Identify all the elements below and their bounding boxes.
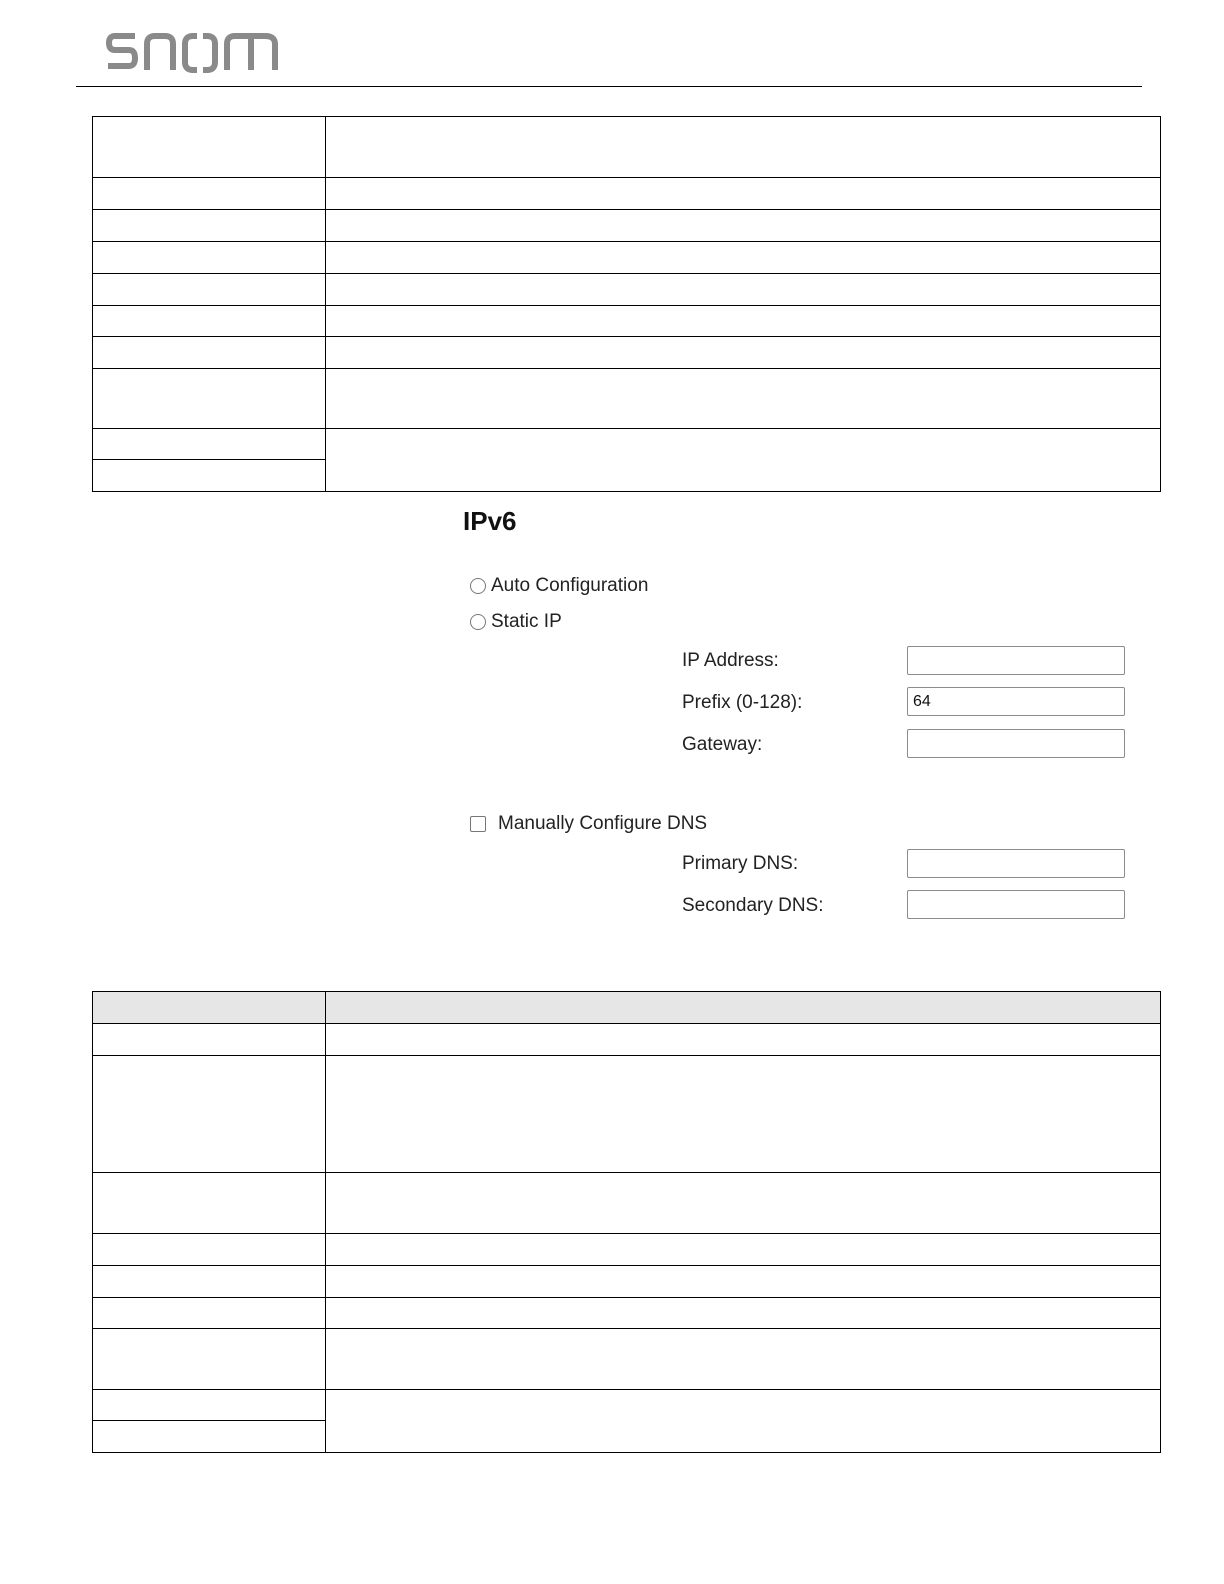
manual-dns-checkbox[interactable] xyxy=(470,816,486,832)
table-cell xyxy=(326,274,1161,306)
table-cell xyxy=(326,117,1161,178)
table-row xyxy=(93,242,1161,274)
settings-table-top xyxy=(92,116,1161,492)
table-cell xyxy=(326,1298,1161,1329)
table-cell xyxy=(93,1056,326,1173)
manual-dns-option[interactable] xyxy=(470,813,707,835)
table-row xyxy=(93,1329,1161,1390)
table-cell xyxy=(93,242,326,274)
table-cell xyxy=(326,242,1161,274)
table-cell xyxy=(93,1266,326,1298)
table-row xyxy=(93,369,1161,429)
table-cell xyxy=(326,1234,1161,1266)
table-row xyxy=(93,178,1161,210)
table-cell xyxy=(93,178,326,210)
table-cell xyxy=(326,337,1161,369)
table-cell xyxy=(326,1056,1161,1173)
table-cell xyxy=(93,429,326,460)
table-cell xyxy=(93,1421,326,1453)
table-cell xyxy=(93,117,326,178)
table-row xyxy=(93,274,1161,306)
primary-dns-input[interactable] xyxy=(907,849,1125,878)
ip-address-input[interactable] xyxy=(907,646,1125,675)
table-row xyxy=(93,210,1161,242)
table-row xyxy=(93,1266,1161,1298)
table-cell xyxy=(93,274,326,306)
table-row xyxy=(93,1024,1161,1056)
table-cell xyxy=(326,1173,1161,1234)
table-cell xyxy=(326,306,1161,337)
snom-logo xyxy=(105,30,281,76)
table-cell xyxy=(93,210,326,242)
table-row xyxy=(93,1390,1161,1421)
prefix-input[interactable] xyxy=(907,687,1125,716)
table-cell xyxy=(93,1173,326,1234)
header-rule xyxy=(76,86,1142,87)
table-row xyxy=(93,117,1161,178)
static-ip-option[interactable] xyxy=(470,611,562,633)
table-cell xyxy=(326,1266,1161,1298)
manual-dns-label: Manually Configure DNS xyxy=(498,813,708,834)
ipv6-title: IPv6 xyxy=(463,506,517,536)
static-ip-label: Static IP xyxy=(491,611,562,632)
table-cell xyxy=(93,306,326,337)
table-cell xyxy=(326,429,1161,492)
prefix-label: Prefix (0-128): xyxy=(682,692,803,713)
table-cell xyxy=(93,1024,326,1056)
static-ip-radio[interactable] xyxy=(470,614,486,630)
table-cell xyxy=(93,1329,326,1390)
gateway-label: Gateway: xyxy=(682,734,763,755)
table-cell xyxy=(93,460,326,492)
table-cell xyxy=(326,369,1161,429)
auto-configuration-radio[interactable] xyxy=(470,578,486,594)
auto-configuration-label: Auto Configuration xyxy=(491,575,649,596)
table-cell xyxy=(326,1024,1161,1056)
table-cell xyxy=(93,337,326,369)
settings-table-bottom xyxy=(92,991,1161,1453)
table-row xyxy=(93,1234,1161,1266)
table-cell xyxy=(326,210,1161,242)
table-cell xyxy=(326,178,1161,210)
table-row xyxy=(93,1173,1161,1234)
ipv6-settings-panel xyxy=(460,500,1160,940)
secondary-dns-input[interactable] xyxy=(907,890,1125,919)
table-row xyxy=(93,306,1161,337)
table-cell xyxy=(93,369,326,429)
gateway-input[interactable] xyxy=(907,729,1125,758)
table-row xyxy=(93,1298,1161,1329)
secondary-dns-label: Secondary DNS: xyxy=(682,895,824,916)
table-cell xyxy=(326,1329,1161,1390)
primary-dns-label: Primary DNS: xyxy=(682,853,799,874)
table-row xyxy=(93,337,1161,369)
table-cell xyxy=(326,1390,1161,1453)
table-cell xyxy=(93,1390,326,1421)
table-cell xyxy=(93,1298,326,1329)
table-header-cell xyxy=(326,992,1161,1024)
table-row xyxy=(93,1056,1161,1173)
ip-address-label: IP Address: xyxy=(682,650,779,671)
table-header-row xyxy=(93,992,1161,1024)
table-row xyxy=(93,429,1161,460)
auto-configuration-option[interactable] xyxy=(470,575,648,597)
table-header-cell xyxy=(93,992,326,1024)
table-cell xyxy=(93,1234,326,1266)
